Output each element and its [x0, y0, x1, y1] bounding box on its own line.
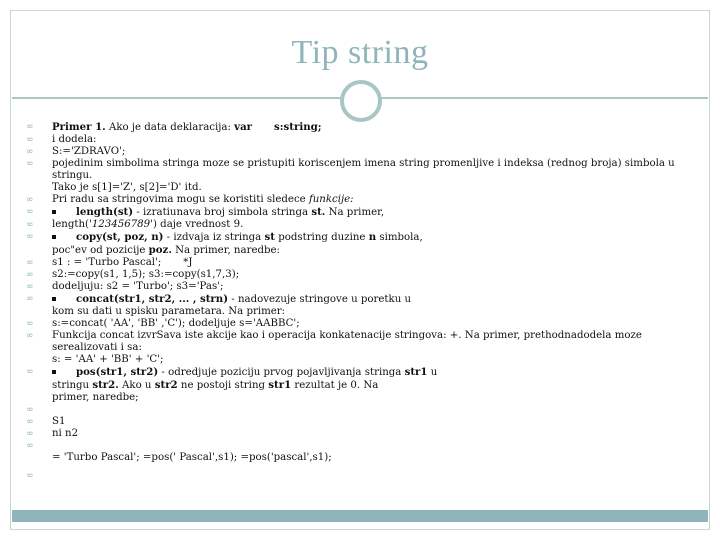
- text: podstring duzine: [274, 232, 369, 243]
- text: str1: [404, 366, 428, 378]
- text: st: [264, 231, 275, 243]
- text: n: [368, 231, 377, 243]
- slide-title: Tip string: [291, 34, 429, 71]
- square-bullet-icon: [52, 297, 56, 301]
- text: 9.: [233, 219, 244, 230]
- text: s:=concat( 'AA', 'BB' ,'C'); dodeljuje s='AABBC';: [52, 318, 300, 329]
- text: st.: [311, 206, 326, 218]
- text: funkcije:: [308, 194, 354, 205]
- text: Ako u: [118, 380, 155, 391]
- list-item: [26, 194, 696, 206]
- function-name: copy(st, poz, n): [76, 231, 164, 243]
- list-item: [26, 121, 696, 134]
- square-bullet-icon: [52, 210, 56, 214]
- text: - nadovezuje stringove u poretku u: [228, 294, 412, 305]
- list-item: [26, 440, 696, 452]
- function-name: concat(str1, str2, ... , strn): [76, 293, 229, 305]
- bullet-icon: ∞: [26, 429, 34, 439]
- text: - odredjuje poziciju prvog pojavljivanja stringa: [158, 367, 405, 378]
- bullet-icon: ∞: [26, 417, 34, 427]
- list-item: [26, 416, 696, 428]
- text: kom su dati u spisku parametara. Na primer:: [52, 306, 286, 317]
- text: Funkcija concat izvrSava iste akcije kao i operacija konkatenacije stringova: +. Na primer, prethodnadodela moze serealizovati i sa:: [52, 330, 642, 353]
- example-label: Primer 1.: [52, 121, 106, 133]
- bullet-icon: ∞: [26, 367, 34, 377]
- list-item: [26, 269, 696, 281]
- function-name: length(st): [76, 206, 134, 218]
- list-item: [26, 470, 696, 482]
- bullet-icon: ∞: [26, 441, 34, 451]
- square-bullet-icon: [52, 235, 56, 239]
- list-item: [26, 330, 696, 366]
- text: length(': [52, 219, 92, 230]
- slide-content: [26, 121, 696, 482]
- text: s: = 'AA' + 'BB' + 'C';: [52, 354, 164, 365]
- list-item: [26, 452, 696, 464]
- bullet-icon: ∞: [26, 319, 34, 329]
- text: stringu: [52, 380, 93, 391]
- text: S:='ZDRAVO';: [52, 146, 126, 157]
- bullet-icon: ∞: [26, 122, 34, 132]
- list-item: [26, 219, 696, 231]
- bullet-icon: ∞: [26, 294, 34, 304]
- list-item: [26, 428, 696, 440]
- footer-bar: [12, 510, 708, 522]
- bullet-icon: ∞: [26, 220, 34, 230]
- function-name: pos(str1, str2): [76, 366, 159, 378]
- text: u: [427, 367, 438, 378]
- text: pojedinim simbolima stringa moze se pristupiti koriscenjem imena string promenljive i indeksa (rednog broja) simbola u stringu.: [52, 158, 675, 181]
- bullet-icon: ∞: [26, 282, 34, 292]
- list-item: [26, 404, 696, 416]
- bullet-icon: ∞: [26, 159, 34, 169]
- text: rezultat je 0. Na: [291, 380, 379, 391]
- text: *J: [183, 257, 193, 268]
- text: Na primer,: [325, 207, 385, 218]
- text: 123456789: [91, 219, 151, 230]
- text: str2: [154, 379, 178, 391]
- bullet-icon: ∞: [26, 405, 34, 415]
- text: Pri radu sa stringovima mogu se koristiti sledece: [52, 194, 309, 205]
- list-item: [26, 146, 696, 158]
- divider-circle-ornament: [340, 80, 382, 122]
- text: str2.: [92, 379, 119, 391]
- text: = 'Turbo Pascal'; =pos(' Pascal',s1); =pos('pascal',s1);: [52, 452, 332, 463]
- square-bullet-icon: [52, 370, 56, 374]
- bullet-icon: ∞: [26, 135, 34, 145]
- text: Ako je data deklaracija:: [105, 122, 235, 133]
- text: S1: [52, 416, 66, 427]
- list-item: [26, 158, 696, 194]
- text: ne postoji string: [177, 380, 269, 391]
- list-item: [26, 134, 696, 146]
- keyword: var: [234, 121, 253, 133]
- text: poc"ev od pozicije: [52, 245, 149, 256]
- text: Na primer, naredbe:: [171, 245, 280, 256]
- text: ni n2: [52, 428, 79, 439]
- bullet-icon: ∞: [26, 258, 34, 268]
- list-item: [26, 257, 696, 269]
- text: str1: [268, 379, 292, 391]
- list-item: [26, 293, 696, 318]
- text: s1 : = 'Turbo Pascal';: [52, 257, 162, 268]
- list-item: [26, 281, 696, 293]
- text: i dodela:: [52, 134, 97, 145]
- text: s2:=copy(s1, 1,5); s3:=copy(s1,7,3);: [52, 269, 240, 280]
- bullet-icon: ∞: [26, 195, 34, 205]
- text: ') daje vrednost: [150, 219, 234, 230]
- text: Tako je s[1]='Z', s[2]='D' itd.: [52, 182, 202, 193]
- text: - izratiunava broj simbola stringa: [133, 207, 312, 218]
- list-item: [26, 366, 696, 404]
- bullet-icon: ∞: [26, 270, 34, 280]
- text: dodeljuju: s2 = 'Turbo'; s3='Pas';: [52, 281, 224, 292]
- bullet-icon: ∞: [26, 471, 34, 481]
- bullet-icon: ∞: [26, 147, 34, 157]
- bullet-icon: ∞: [26, 232, 34, 242]
- text: primer, naredbe;: [52, 392, 139, 403]
- list-item: [26, 231, 696, 257]
- bullet-icon: ∞: [26, 207, 34, 217]
- list-item: [26, 206, 696, 219]
- list-item: [26, 318, 696, 330]
- text: poz.: [148, 244, 172, 256]
- text: - izdvaja iz stringa: [163, 232, 265, 243]
- declaration: s:string;: [274, 121, 322, 133]
- bullet-icon: ∞: [26, 331, 34, 341]
- text: simbola,: [376, 232, 423, 243]
